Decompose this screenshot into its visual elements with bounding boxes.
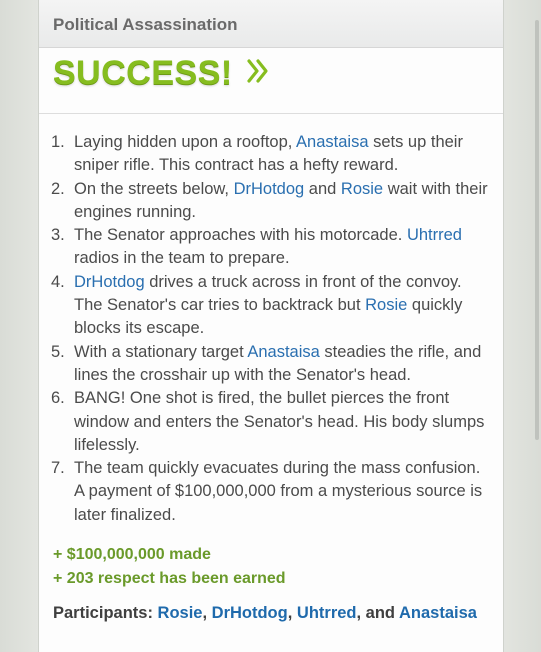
- story-step: [39, 131, 489, 178]
- participant-link[interactable]: DrHotdog: [211, 604, 288, 623]
- participant-link[interactable]: Rosie: [157, 604, 203, 623]
- step-text: With a stationary target: [74, 342, 248, 361]
- player-link[interactable]: DrHotdog: [233, 179, 305, 198]
- story-step: [39, 271, 489, 341]
- story-step: [39, 341, 489, 388]
- step-number: 5.: [51, 342, 65, 361]
- player-link[interactable]: Rosie: [365, 296, 408, 315]
- participant-separator: ,: [287, 604, 297, 623]
- story-step: [39, 224, 489, 271]
- step-number: 3.: [51, 226, 65, 245]
- crime-result-card: [38, 0, 504, 652]
- step-text: drives a truck across in front of the convoy. The Senator's car tries to backtrack but: [74, 272, 462, 315]
- rewards: [39, 543, 503, 590]
- step-number: 2.: [51, 179, 65, 198]
- participants: [39, 604, 503, 622]
- double-chevron-right-icon[interactable]: [247, 58, 269, 89]
- participant-link[interactable]: Anastaisa: [398, 604, 477, 623]
- step-text: The team quickly evacuates during the mass confusion. A payment of $100,000,000 from a mysterious source is later finalized.: [74, 459, 483, 524]
- player-link[interactable]: Uhtrred: [406, 226, 462, 245]
- step-text: and: [304, 179, 341, 198]
- result-row: [39, 48, 503, 114]
- player-link[interactable]: Anastaisa: [296, 133, 369, 151]
- step-text: The Senator approaches with his motorcade.: [74, 226, 407, 245]
- story-step: [39, 178, 489, 225]
- step-text: Laying hidden upon a rooftop,: [74, 133, 297, 151]
- player-link[interactable]: DrHotdog: [74, 272, 145, 291]
- player-link[interactable]: Anastaisa: [247, 342, 320, 361]
- crime-title: Political Assassination: [53, 15, 238, 34]
- step-text: wait with their engines running.: [74, 179, 488, 221]
- step-text: On the streets below,: [74, 179, 234, 198]
- step-text: BANG! One shot is fired, the bullet pierces the front window and enters the Senator's head. His body slumps lifelessly.: [74, 389, 485, 454]
- story-steps: [39, 131, 503, 527]
- participant-link[interactable]: Uhtrred: [296, 604, 357, 623]
- step-text: radios in the team to prepare.: [74, 249, 290, 268]
- participants-label: Participants:: [53, 604, 153, 623]
- participant-separator: , and: [356, 604, 399, 623]
- step-text: sets up their sniper rifle. This contract has a hefty reward.: [74, 133, 463, 175]
- step-number: 7.: [51, 459, 65, 478]
- story-step: [39, 457, 489, 527]
- player-link[interactable]: Rosie: [340, 179, 384, 198]
- step-text: steadies the rifle, and lines the crosshair up with the Senator's head.: [74, 342, 482, 384]
- story-step: [39, 387, 489, 457]
- reward-line: + $100,000,000 made: [53, 546, 211, 564]
- step-number: 6.: [51, 389, 65, 408]
- scrollbar[interactable]: [535, 20, 539, 440]
- reward-line: + 203 respect has been earned: [53, 569, 286, 587]
- result-status: SUCCESS!: [53, 53, 233, 92]
- card-header: [39, 0, 503, 48]
- step-number: 1.: [51, 133, 65, 151]
- participant-separator: ,: [202, 604, 212, 623]
- step-text: quickly blocks its escape.: [74, 296, 463, 338]
- step-number: 4.: [51, 272, 65, 291]
